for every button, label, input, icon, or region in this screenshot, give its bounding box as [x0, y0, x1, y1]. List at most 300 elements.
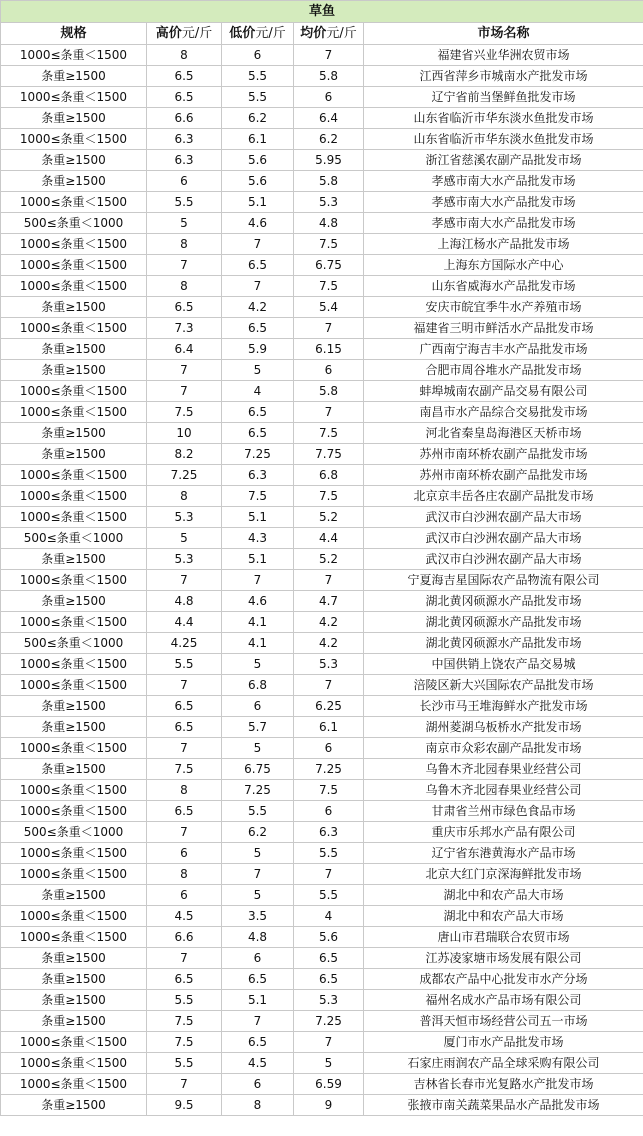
- cell-spec: 条重≥1500: [1, 108, 147, 129]
- cell-avg-price: 7.5: [294, 423, 364, 444]
- cell-low-price: 6.2: [222, 822, 294, 843]
- cell-high-price: 7: [147, 1074, 222, 1095]
- cell-market: 石家庄雨润农产品全球采购有限公司: [364, 1053, 643, 1074]
- cell-avg-price: 7: [294, 570, 364, 591]
- cell-market: 湖北中和农产品大市场: [364, 906, 643, 927]
- table-row: [1, 318, 643, 339]
- cell-high-price: 5.5: [147, 654, 222, 675]
- cell-high-price: 5: [147, 528, 222, 549]
- cell-high-price: 10: [147, 423, 222, 444]
- cell-spec: 条重≥1500: [1, 717, 147, 738]
- table-row: [1, 465, 643, 486]
- cell-low-price: 5.6: [222, 171, 294, 192]
- cell-market: 孝感市南大水产品批发市场: [364, 192, 643, 213]
- cell-spec: 1000≤条重＜1500: [1, 87, 147, 108]
- table-row: [1, 717, 643, 738]
- table-row: [1, 381, 643, 402]
- cell-low-price: 4.3: [222, 528, 294, 549]
- cell-avg-price: 5: [294, 1053, 364, 1074]
- cell-high-price: 8: [147, 234, 222, 255]
- cell-market: 武汉市白沙洲农副产品大市场: [364, 549, 643, 570]
- cell-high-price: 7: [147, 381, 222, 402]
- cell-low-price: 7: [222, 864, 294, 885]
- cell-high-price: 8: [147, 780, 222, 801]
- cell-spec: 条重≥1500: [1, 759, 147, 780]
- cell-low-price: 8: [222, 1095, 294, 1116]
- cell-market: 中国供销上饶农产品交易城: [364, 654, 643, 675]
- cell-spec: 1000≤条重＜1500: [1, 507, 147, 528]
- cell-high-price: 6: [147, 171, 222, 192]
- cell-avg-price: 7.5: [294, 780, 364, 801]
- cell-high-price: 5.5: [147, 990, 222, 1011]
- cell-market: 山东省威海水产品批发市场: [364, 276, 643, 297]
- cell-spec: 条重≥1500: [1, 990, 147, 1011]
- cell-high-price: 8.2: [147, 444, 222, 465]
- cell-spec: 条重≥1500: [1, 1011, 147, 1032]
- cell-low-price: 5.1: [222, 507, 294, 528]
- cell-market: 辽宁省东港黄海水产品市场: [364, 843, 643, 864]
- table-row: [1, 990, 643, 1011]
- table-row: [1, 108, 643, 129]
- cell-market: 浙江省慈溪农副产品批发市场: [364, 150, 643, 171]
- cell-spec: 1000≤条重＜1500: [1, 465, 147, 486]
- cell-market: 甘肃省兰州市绿色食品市场: [364, 801, 643, 822]
- table-row: [1, 486, 643, 507]
- cell-market: 重庆市乐邦水产品有限公司: [364, 822, 643, 843]
- cell-avg-price: 5.6: [294, 927, 364, 948]
- cell-spec: 1000≤条重＜1500: [1, 234, 147, 255]
- cell-low-price: 4.6: [222, 591, 294, 612]
- cell-low-price: 6: [222, 696, 294, 717]
- table-row: [1, 822, 643, 843]
- cell-high-price: 5.5: [147, 192, 222, 213]
- header-avg-label: 均价: [300, 25, 327, 41]
- table-row: [1, 1095, 643, 1116]
- cell-avg-price: 7: [294, 402, 364, 423]
- cell-high-price: 6.3: [147, 150, 222, 171]
- cell-high-price: 7.5: [147, 402, 222, 423]
- cell-avg-price: 5.5: [294, 843, 364, 864]
- cell-high-price: 4.8: [147, 591, 222, 612]
- cell-market: 湖州菱湖乌板桥水产批发市场: [364, 717, 643, 738]
- cell-spec: 1000≤条重＜1500: [1, 45, 147, 66]
- cell-market: 广西南宁海吉丰水产品批发市场: [364, 339, 643, 360]
- cell-low-price: 6.5: [222, 423, 294, 444]
- table-row: [1, 759, 643, 780]
- table-row: [1, 780, 643, 801]
- table-row: [1, 612, 643, 633]
- cell-market: 江苏凌家塘市场发展有限公司: [364, 948, 643, 969]
- cell-avg-price: 6.5: [294, 948, 364, 969]
- cell-low-price: 7.25: [222, 444, 294, 465]
- cell-market: 湖北黄冈硕源水产品批发市场: [364, 612, 643, 633]
- cell-low-price: 5.1: [222, 192, 294, 213]
- table-row: [1, 633, 643, 654]
- cell-low-price: 7: [222, 234, 294, 255]
- cell-spec: 条重≥1500: [1, 444, 147, 465]
- cell-low-price: 6.8: [222, 675, 294, 696]
- cell-avg-price: 4.4: [294, 528, 364, 549]
- table-body: [1, 45, 643, 1116]
- cell-spec: 1000≤条重＜1500: [1, 780, 147, 801]
- table-row: [1, 360, 643, 381]
- cell-spec: 1000≤条重＜1500: [1, 612, 147, 633]
- cell-market: 吉林省长春市光复路水产批发市场: [364, 1074, 643, 1095]
- table-row: [1, 1074, 643, 1095]
- cell-spec: 条重≥1500: [1, 1095, 147, 1116]
- cell-low-price: 5: [222, 738, 294, 759]
- cell-avg-price: 9: [294, 1095, 364, 1116]
- cell-low-price: 4.8: [222, 927, 294, 948]
- cell-spec: 1000≤条重＜1500: [1, 192, 147, 213]
- cell-avg-price: 7: [294, 675, 364, 696]
- cell-avg-price: 5.3: [294, 990, 364, 1011]
- table-row: [1, 549, 643, 570]
- cell-high-price: 7.25: [147, 465, 222, 486]
- cell-spec: 500≤条重＜1000: [1, 822, 147, 843]
- table-row: [1, 570, 643, 591]
- table-row: [1, 696, 643, 717]
- cell-market: 辽宁省前当堡鲜鱼批发市场: [364, 87, 643, 108]
- table-row: [1, 801, 643, 822]
- cell-high-price: 6.5: [147, 717, 222, 738]
- cell-avg-price: 7.5: [294, 276, 364, 297]
- table-row: [1, 129, 643, 150]
- cell-avg-price: 6: [294, 738, 364, 759]
- header-high-unit: 元/斤: [181, 25, 213, 41]
- table-row: [1, 843, 643, 864]
- cell-spec: 条重≥1500: [1, 339, 147, 360]
- cell-market: 山东省临沂市华东淡水鱼批发市场: [364, 129, 643, 150]
- cell-low-price: 6.2: [222, 108, 294, 129]
- cell-avg-price: 6.1: [294, 717, 364, 738]
- cell-spec: 条重≥1500: [1, 885, 147, 906]
- cell-avg-price: 5.4: [294, 297, 364, 318]
- table-title: 草鱼: [1, 1, 643, 23]
- table-row: [1, 927, 643, 948]
- cell-avg-price: 6: [294, 87, 364, 108]
- cell-market: 福州名成水产品市场有限公司: [364, 990, 643, 1011]
- cell-low-price: 5.7: [222, 717, 294, 738]
- cell-high-price: 7: [147, 822, 222, 843]
- cell-spec: 1000≤条重＜1500: [1, 654, 147, 675]
- cell-low-price: 7: [222, 570, 294, 591]
- cell-low-price: 5.5: [222, 87, 294, 108]
- cell-spec: 1000≤条重＜1500: [1, 927, 147, 948]
- cell-avg-price: 5.2: [294, 549, 364, 570]
- cell-low-price: 6: [222, 948, 294, 969]
- cell-market: 孝感市南大水产品批发市场: [364, 171, 643, 192]
- cell-spec: 条重≥1500: [1, 591, 147, 612]
- table-row: [1, 255, 643, 276]
- cell-avg-price: 6: [294, 360, 364, 381]
- table-row: [1, 591, 643, 612]
- cell-high-price: 5.5: [147, 1053, 222, 1074]
- cell-high-price: 6: [147, 885, 222, 906]
- cell-low-price: 7.25: [222, 780, 294, 801]
- cell-low-price: 7: [222, 276, 294, 297]
- cell-low-price: 4: [222, 381, 294, 402]
- cell-high-price: 5.3: [147, 549, 222, 570]
- cell-avg-price: 6.59: [294, 1074, 364, 1095]
- cell-high-price: 6.6: [147, 927, 222, 948]
- cell-avg-price: 6: [294, 801, 364, 822]
- header-low-unit: 元/斤: [255, 25, 286, 41]
- cell-low-price: 5.5: [222, 66, 294, 87]
- cell-low-price: 5.9: [222, 339, 294, 360]
- cell-low-price: 5: [222, 843, 294, 864]
- cell-spec: 条重≥1500: [1, 150, 147, 171]
- table-row: [1, 66, 643, 87]
- cell-high-price: 6.6: [147, 108, 222, 129]
- cell-spec: 1000≤条重＜1500: [1, 318, 147, 339]
- cell-high-price: 6.4: [147, 339, 222, 360]
- cell-avg-price: 7: [294, 45, 364, 66]
- table-row: [1, 675, 643, 696]
- cell-high-price: 6.5: [147, 66, 222, 87]
- cell-market: 武汉市白沙洲农副产品大市场: [364, 528, 643, 549]
- header-market: 市场名称: [364, 23, 643, 45]
- cell-market: 合肥市周谷堆水产品批发市场: [364, 360, 643, 381]
- cell-market: 北京京丰岳各庄农副产品批发市场: [364, 486, 643, 507]
- cell-spec: 条重≥1500: [1, 969, 147, 990]
- cell-high-price: 7.3: [147, 318, 222, 339]
- cell-avg-price: 6.3: [294, 822, 364, 843]
- cell-spec: 1000≤条重＜1500: [1, 738, 147, 759]
- cell-low-price: 5: [222, 654, 294, 675]
- table-row: [1, 87, 643, 108]
- table-row: [1, 171, 643, 192]
- cell-market: 湖北中和农产品大市场: [364, 885, 643, 906]
- cell-market: 厦门市水产品批发市场: [364, 1032, 643, 1053]
- cell-market: 南京市众彩农副产品批发市场: [364, 738, 643, 759]
- cell-low-price: 5.1: [222, 990, 294, 1011]
- cell-avg-price: 5.5: [294, 885, 364, 906]
- cell-high-price: 8: [147, 276, 222, 297]
- header-high-label: 高价: [155, 25, 182, 41]
- cell-market: 成都农产品中心批发市水产分场: [364, 969, 643, 990]
- cell-market: 长沙市马王堆海鲜水产批发市场: [364, 696, 643, 717]
- cell-avg-price: 7.5: [294, 234, 364, 255]
- cell-high-price: 7: [147, 738, 222, 759]
- cell-spec: 1000≤条重＜1500: [1, 906, 147, 927]
- cell-avg-price: 5.8: [294, 66, 364, 87]
- table-row: [1, 297, 643, 318]
- cell-spec: 1000≤条重＜1500: [1, 402, 147, 423]
- table-row: [1, 969, 643, 990]
- header-avg-unit: 元/斤: [326, 25, 357, 41]
- cell-high-price: 8: [147, 45, 222, 66]
- cell-avg-price: 6.15: [294, 339, 364, 360]
- table-row: [1, 234, 643, 255]
- cell-low-price: 4.2: [222, 297, 294, 318]
- cell-low-price: 6.3: [222, 465, 294, 486]
- cell-low-price: 6.75: [222, 759, 294, 780]
- cell-market: 南昌市水产品综合交易批发市场: [364, 402, 643, 423]
- table-row: [1, 1053, 643, 1074]
- cell-high-price: 9.5: [147, 1095, 222, 1116]
- cell-spec: 1000≤条重＜1500: [1, 1053, 147, 1074]
- cell-avg-price: 7: [294, 1032, 364, 1053]
- cell-spec: 1000≤条重＜1500: [1, 486, 147, 507]
- cell-low-price: 6: [222, 1074, 294, 1095]
- cell-low-price: 6.5: [222, 969, 294, 990]
- cell-market: 乌鲁木齐北园春果业经营公司: [364, 780, 643, 801]
- cell-avg-price: 5.95: [294, 150, 364, 171]
- cell-spec: 1000≤条重＜1500: [1, 864, 147, 885]
- cell-low-price: 6: [222, 45, 294, 66]
- cell-low-price: 7.5: [222, 486, 294, 507]
- cell-low-price: 5.1: [222, 549, 294, 570]
- cell-low-price: 4.1: [222, 633, 294, 654]
- cell-spec: 条重≥1500: [1, 360, 147, 381]
- cell-market: 河北省秦皇岛海港区天桥市场: [364, 423, 643, 444]
- cell-spec: 1000≤条重＜1500: [1, 1074, 147, 1095]
- cell-high-price: 8: [147, 864, 222, 885]
- cell-spec: 条重≥1500: [1, 696, 147, 717]
- cell-low-price: 5.6: [222, 150, 294, 171]
- cell-high-price: 8: [147, 486, 222, 507]
- cell-avg-price: 4.8: [294, 213, 364, 234]
- table-row: [1, 276, 643, 297]
- cell-avg-price: 5.8: [294, 171, 364, 192]
- cell-market: 上海东方国际水产中心: [364, 255, 643, 276]
- cell-high-price: 4.25: [147, 633, 222, 654]
- table-row: [1, 885, 643, 906]
- cell-low-price: 6.5: [222, 255, 294, 276]
- cell-market: 武汉市白沙洲农副产品大市场: [364, 507, 643, 528]
- cell-market: 苏州市南环桥农副产品批发市场: [364, 444, 643, 465]
- cell-market: 普洱天恒市场经营公司五一市场: [364, 1011, 643, 1032]
- cell-high-price: 6.5: [147, 696, 222, 717]
- cell-avg-price: 6.5: [294, 969, 364, 990]
- cell-spec: 1000≤条重＜1500: [1, 570, 147, 591]
- cell-avg-price: 5.3: [294, 654, 364, 675]
- cell-avg-price: 6.4: [294, 108, 364, 129]
- cell-low-price: 6.1: [222, 129, 294, 150]
- table-row: [1, 213, 643, 234]
- cell-low-price: 4.5: [222, 1053, 294, 1074]
- cell-low-price: 4.6: [222, 213, 294, 234]
- cell-market: 福建省兴业华洲农贸市场: [364, 45, 643, 66]
- cell-avg-price: 7.25: [294, 1011, 364, 1032]
- table-row: [1, 423, 643, 444]
- cell-avg-price: 4.2: [294, 612, 364, 633]
- cell-high-price: 5.3: [147, 507, 222, 528]
- cell-avg-price: 7.25: [294, 759, 364, 780]
- cell-market: 涪陵区新大兴国际农产品批发市场: [364, 675, 643, 696]
- cell-market: 宁夏海吉星国际农产品物流有限公司: [364, 570, 643, 591]
- header-row: [1, 23, 643, 45]
- cell-avg-price: 4: [294, 906, 364, 927]
- cell-market: 安庆市皖宜季牛水产养殖市场: [364, 297, 643, 318]
- cell-high-price: 5: [147, 213, 222, 234]
- cell-spec: 1000≤条重＜1500: [1, 675, 147, 696]
- header-low-label: 低价: [229, 25, 256, 41]
- cell-avg-price: 5.3: [294, 192, 364, 213]
- cell-spec: 1000≤条重＜1500: [1, 255, 147, 276]
- cell-spec: 条重≥1500: [1, 948, 147, 969]
- cell-low-price: 6.5: [222, 402, 294, 423]
- cell-spec: 1000≤条重＜1500: [1, 276, 147, 297]
- cell-market: 江西省萍乡市城南水产批发市场: [364, 66, 643, 87]
- table-row: [1, 507, 643, 528]
- cell-market: 湖北黄冈硕源水产品批发市场: [364, 633, 643, 654]
- cell-high-price: 7: [147, 675, 222, 696]
- cell-market: 上海江杨水产品批发市场: [364, 234, 643, 255]
- cell-avg-price: 4.2: [294, 633, 364, 654]
- cell-market: 湖北黄冈硕源水产品批发市场: [364, 591, 643, 612]
- cell-market: 张掖市南关蔬菜果品水产品批发市场: [364, 1095, 643, 1116]
- cell-avg-price: 6.2: [294, 129, 364, 150]
- cell-high-price: 6.5: [147, 969, 222, 990]
- cell-market: 山东省临沂市华东淡水鱼批发市场: [364, 108, 643, 129]
- cell-high-price: 6: [147, 843, 222, 864]
- cell-high-price: 7: [147, 255, 222, 276]
- cell-market: 蚌埠城南农副产品交易有限公司: [364, 381, 643, 402]
- cell-avg-price: 4.7: [294, 591, 364, 612]
- cell-spec: 1000≤条重＜1500: [1, 801, 147, 822]
- cell-high-price: 6.5: [147, 87, 222, 108]
- cell-spec: 1000≤条重＜1500: [1, 129, 147, 150]
- cell-market: 孝感市南大水产品批发市场: [364, 213, 643, 234]
- table-row: [1, 738, 643, 759]
- cell-high-price: 6.5: [147, 801, 222, 822]
- cell-low-price: 5: [222, 360, 294, 381]
- header-avg-price: [294, 23, 364, 45]
- cell-low-price: 6.5: [222, 1032, 294, 1053]
- cell-avg-price: 5.8: [294, 381, 364, 402]
- cell-high-price: 6.5: [147, 297, 222, 318]
- cell-high-price: 7: [147, 360, 222, 381]
- table-row: [1, 528, 643, 549]
- cell-high-price: 7.5: [147, 759, 222, 780]
- header-spec: 规格: [1, 23, 147, 45]
- table-row: [1, 402, 643, 423]
- table-row: [1, 906, 643, 927]
- table-row: [1, 654, 643, 675]
- cell-avg-price: 7: [294, 864, 364, 885]
- cell-high-price: 7: [147, 948, 222, 969]
- cell-market: 唐山市君瑞联合农贸市场: [364, 927, 643, 948]
- table-row: [1, 864, 643, 885]
- cell-market: 北京大红门京深海鲜批发市场: [364, 864, 643, 885]
- cell-avg-price: 5.2: [294, 507, 364, 528]
- cell-market: 福建省三明市鲜活水产品批发市场: [364, 318, 643, 339]
- cell-low-price: 4.1: [222, 612, 294, 633]
- cell-high-price: 4.4: [147, 612, 222, 633]
- cell-spec: 条重≥1500: [1, 549, 147, 570]
- cell-high-price: 7.5: [147, 1032, 222, 1053]
- table-row: [1, 444, 643, 465]
- cell-high-price: 7: [147, 570, 222, 591]
- cell-avg-price: 7.5: [294, 486, 364, 507]
- cell-spec: 500≤条重＜1000: [1, 213, 147, 234]
- cell-low-price: 5: [222, 885, 294, 906]
- cell-market: 乌鲁木齐北园春果业经营公司: [364, 759, 643, 780]
- cell-spec: 1000≤条重＜1500: [1, 1032, 147, 1053]
- cell-market: 苏州市南环桥农副产品批发市场: [364, 465, 643, 486]
- cell-high-price: 7.5: [147, 1011, 222, 1032]
- cell-spec: 条重≥1500: [1, 297, 147, 318]
- cell-spec: 条重≥1500: [1, 171, 147, 192]
- cell-avg-price: 7: [294, 318, 364, 339]
- cell-low-price: 3.5: [222, 906, 294, 927]
- cell-low-price: 5.5: [222, 801, 294, 822]
- table-row: [1, 150, 643, 171]
- cell-spec: 500≤条重＜1000: [1, 528, 147, 549]
- cell-avg-price: 6.75: [294, 255, 364, 276]
